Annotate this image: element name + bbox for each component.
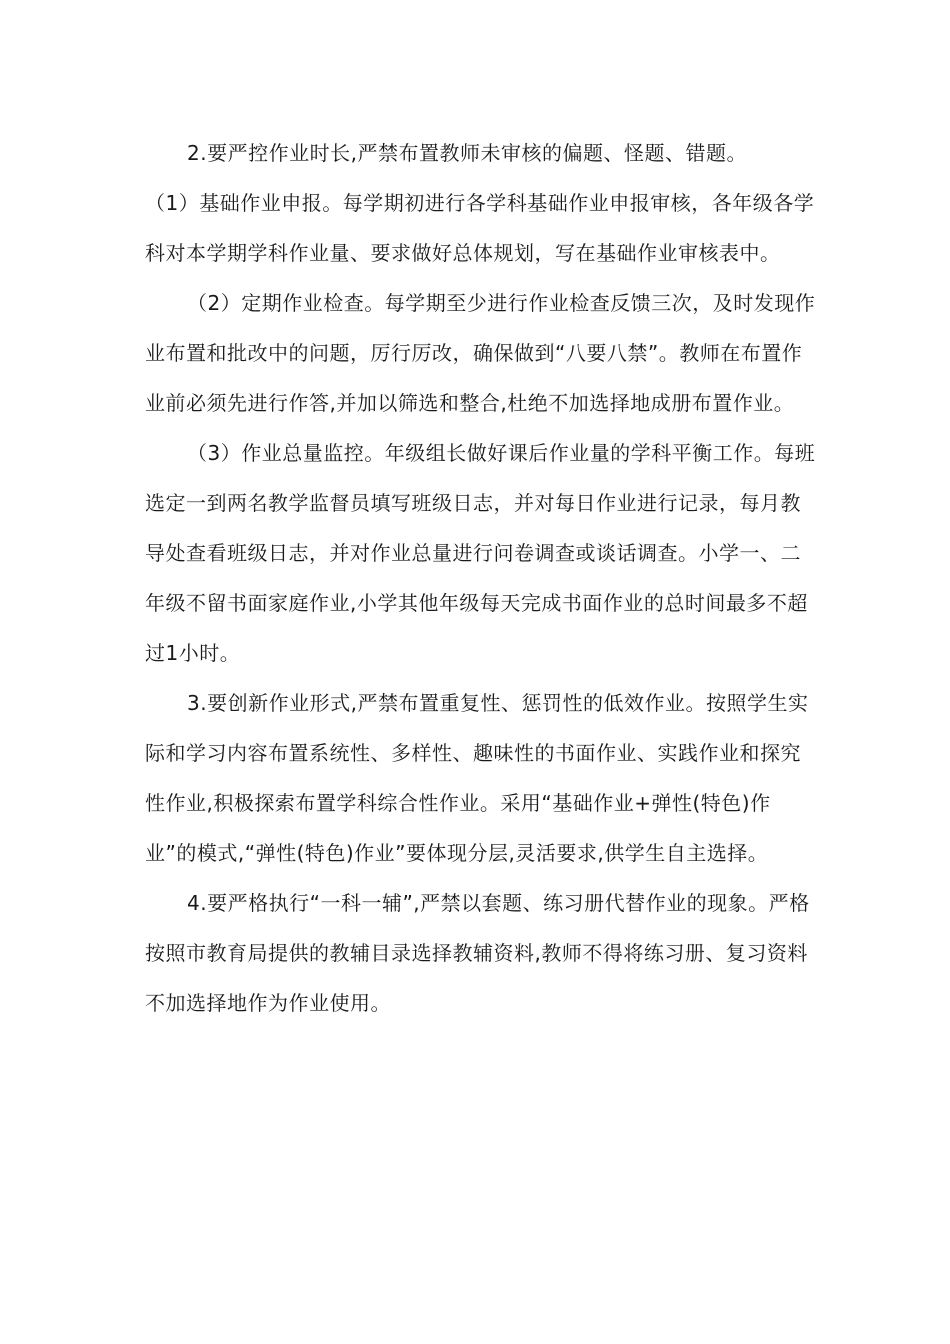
paragraph-item-3: 3.要创新作业形式,严禁布置重复性、惩罚性的低效作业。按照学生实际和学习内容布置系统性、多样性、趣味性的书面作业、实践作业和探究性作业,积极探索布置学科综合性作业。采用“基础作业+弹性(特色)作业”的模式,“弹性(特色)作业”要体现分层,灵活要求,供学生自主选择。 [145,691,809,865]
paragraph-sub-2: （2）定期作业检查。每学期至少进行作业检查反馈三次，及时发现作业布置和批改中的问题，厉行厉改，确保做到“八要八禁”。教师在布置作业前必须先进行作答,并加以筛选和整合,杜绝不加选择地成册布置作业。 [145,291,816,415]
paragraph-sub-1: （1）基础作业申报。每学期初进行各学科基础作业申报审核，各年级各学科对本学期学科作业量、要求做好总体规划，写在基础作业审核表中。 [145,191,815,265]
paragraph-item-4: 4.要严格执行“一科一辅”,严禁以套题、练习册代替作业的现象。严格按照市教育局提供的教辅目录选择教辅资料,教师不得将练习册、复习资料不加选择地作为作业使用。 [145,891,810,1015]
document-body [145,128,820,1028]
paragraph-item-2: 2.要严控作业时长,严禁布置教师未审核的偏题、怪题、错题。 [187,141,747,165]
paragraph-sub-3: （3）作业总量监控。年级组长做好课后作业量的学科平衡工作。每班选定一到两名教学监督员填写班级日志，并对每日作业进行记录，每月教导处查看班级日志，并对作业总量进行问卷调查或谈话调查。小学一、二年级不留书面家庭作业,小学其他年级每天完成书面作业的总时间最多不超过1小时。 [145,441,816,665]
